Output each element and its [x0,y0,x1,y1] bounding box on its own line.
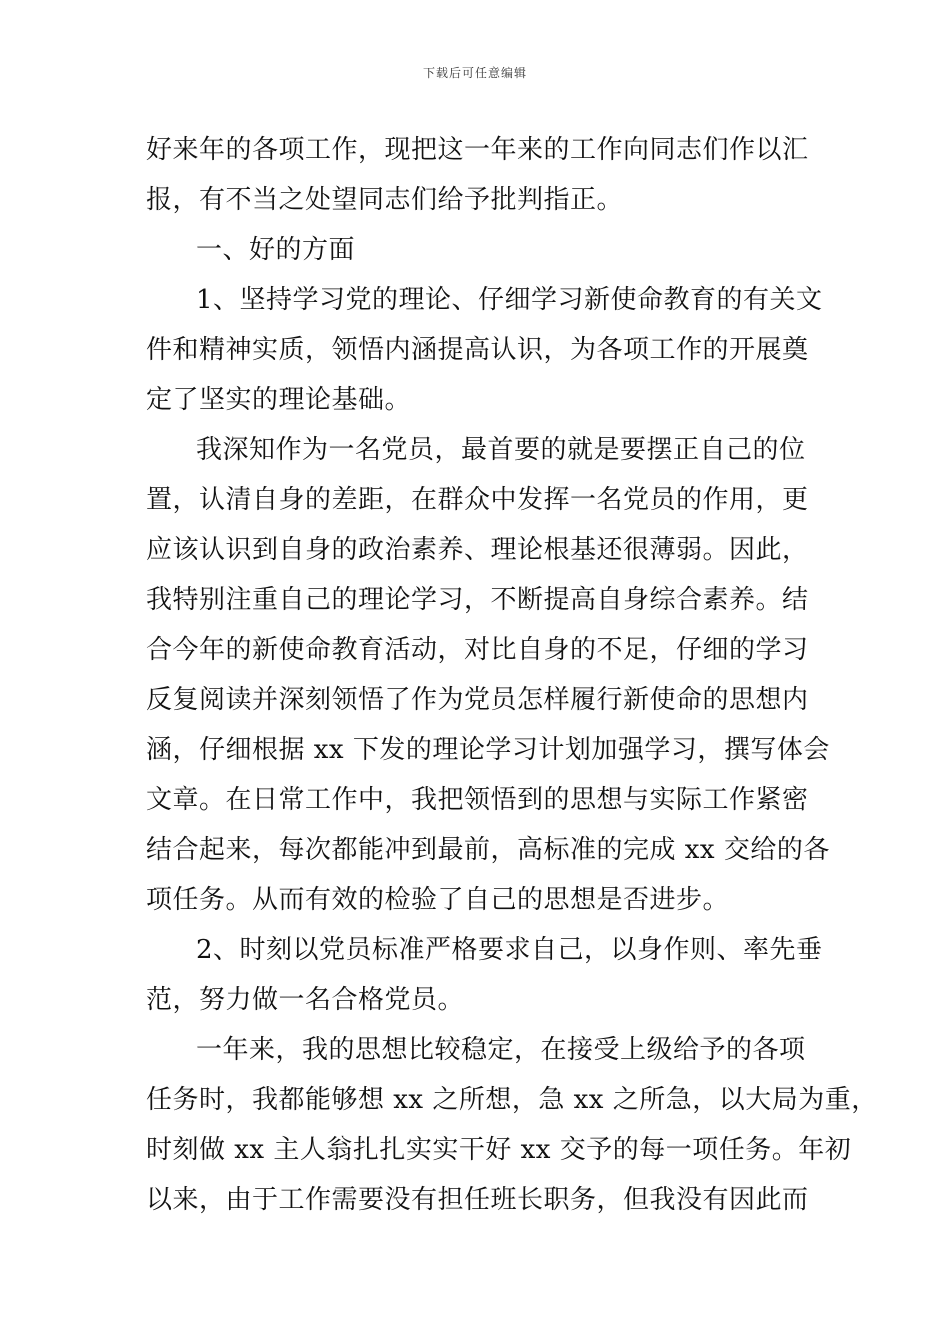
text-line: 我特别注重自己的理论学习，不断提高自身综合素养。结 [146,585,809,615]
text-line: 报，有不当之处望同志们给予批判指正。 [146,185,624,215]
text-line: 范，努力做一名合格党员。 [146,985,465,1015]
paragraph-start-line: 我深知作为一名党员，最首要的就是要摆正自己的位 [196,435,806,465]
text-line: 以来，由于工作需要没有担任班长职务，但我没有因此而 [146,1185,809,1215]
text-line: 置，认清自身的差距，在群众中发挥一名党员的作用，更 [146,485,809,515]
text-line: 应该认识到自身的政治素养、理论根基还很薄弱。因此， [146,535,809,565]
paragraph-start-line: 一年来，我的思想比较稳定，在接受上级给予的各项 [196,1035,806,1065]
subheading-line: 2、时刻以党员标准严格要求自己，以身作则、率先垂 [196,935,823,965]
text-line: 合今年的新使命教育活动，对比自身的不足，仔细的学习 [146,635,809,665]
text-line: 任务时，我都能够想 xx 之所想，急 xx 之所急，以大局为重， [146,1085,878,1115]
text-line: 件和精神实质，领悟内涵提高认识，为各项工作的开展奠 [146,335,809,365]
text-line: 时刻做 xx 主人翁扎扎实实干好 xx 交予的每一项任务。年初 [146,1135,852,1165]
text-line: 项任务。从而有效的检验了自己的思想是否进步。 [146,885,730,915]
text-line: 反复阅读并深刻领悟了作为党员怎样履行新使命的思想内 [146,685,809,715]
text-line: 好来年的各项工作，现把这一年来的工作向同志们作以汇 [146,135,809,165]
section-heading: 一、好的方面 [196,235,356,265]
text-line: 结合起来，每次都能冲到最前，高标准的完成 xx 交给的各 [146,835,830,865]
page-header: 下载后可任意编辑 [422,66,527,80]
text-line: 涵，仔细根据 xx 下发的理论学习计划加强学习，撰写体会 [146,735,830,765]
subheading-line: 1、坚持学习党的理论、仔细学习新使命教育的有关文 [196,285,823,315]
text-line: 定了坚实的理论基础。 [146,385,412,415]
text-line: 文章。在日常工作中，我把领悟到的思想与实际工作紧密 [146,785,809,815]
